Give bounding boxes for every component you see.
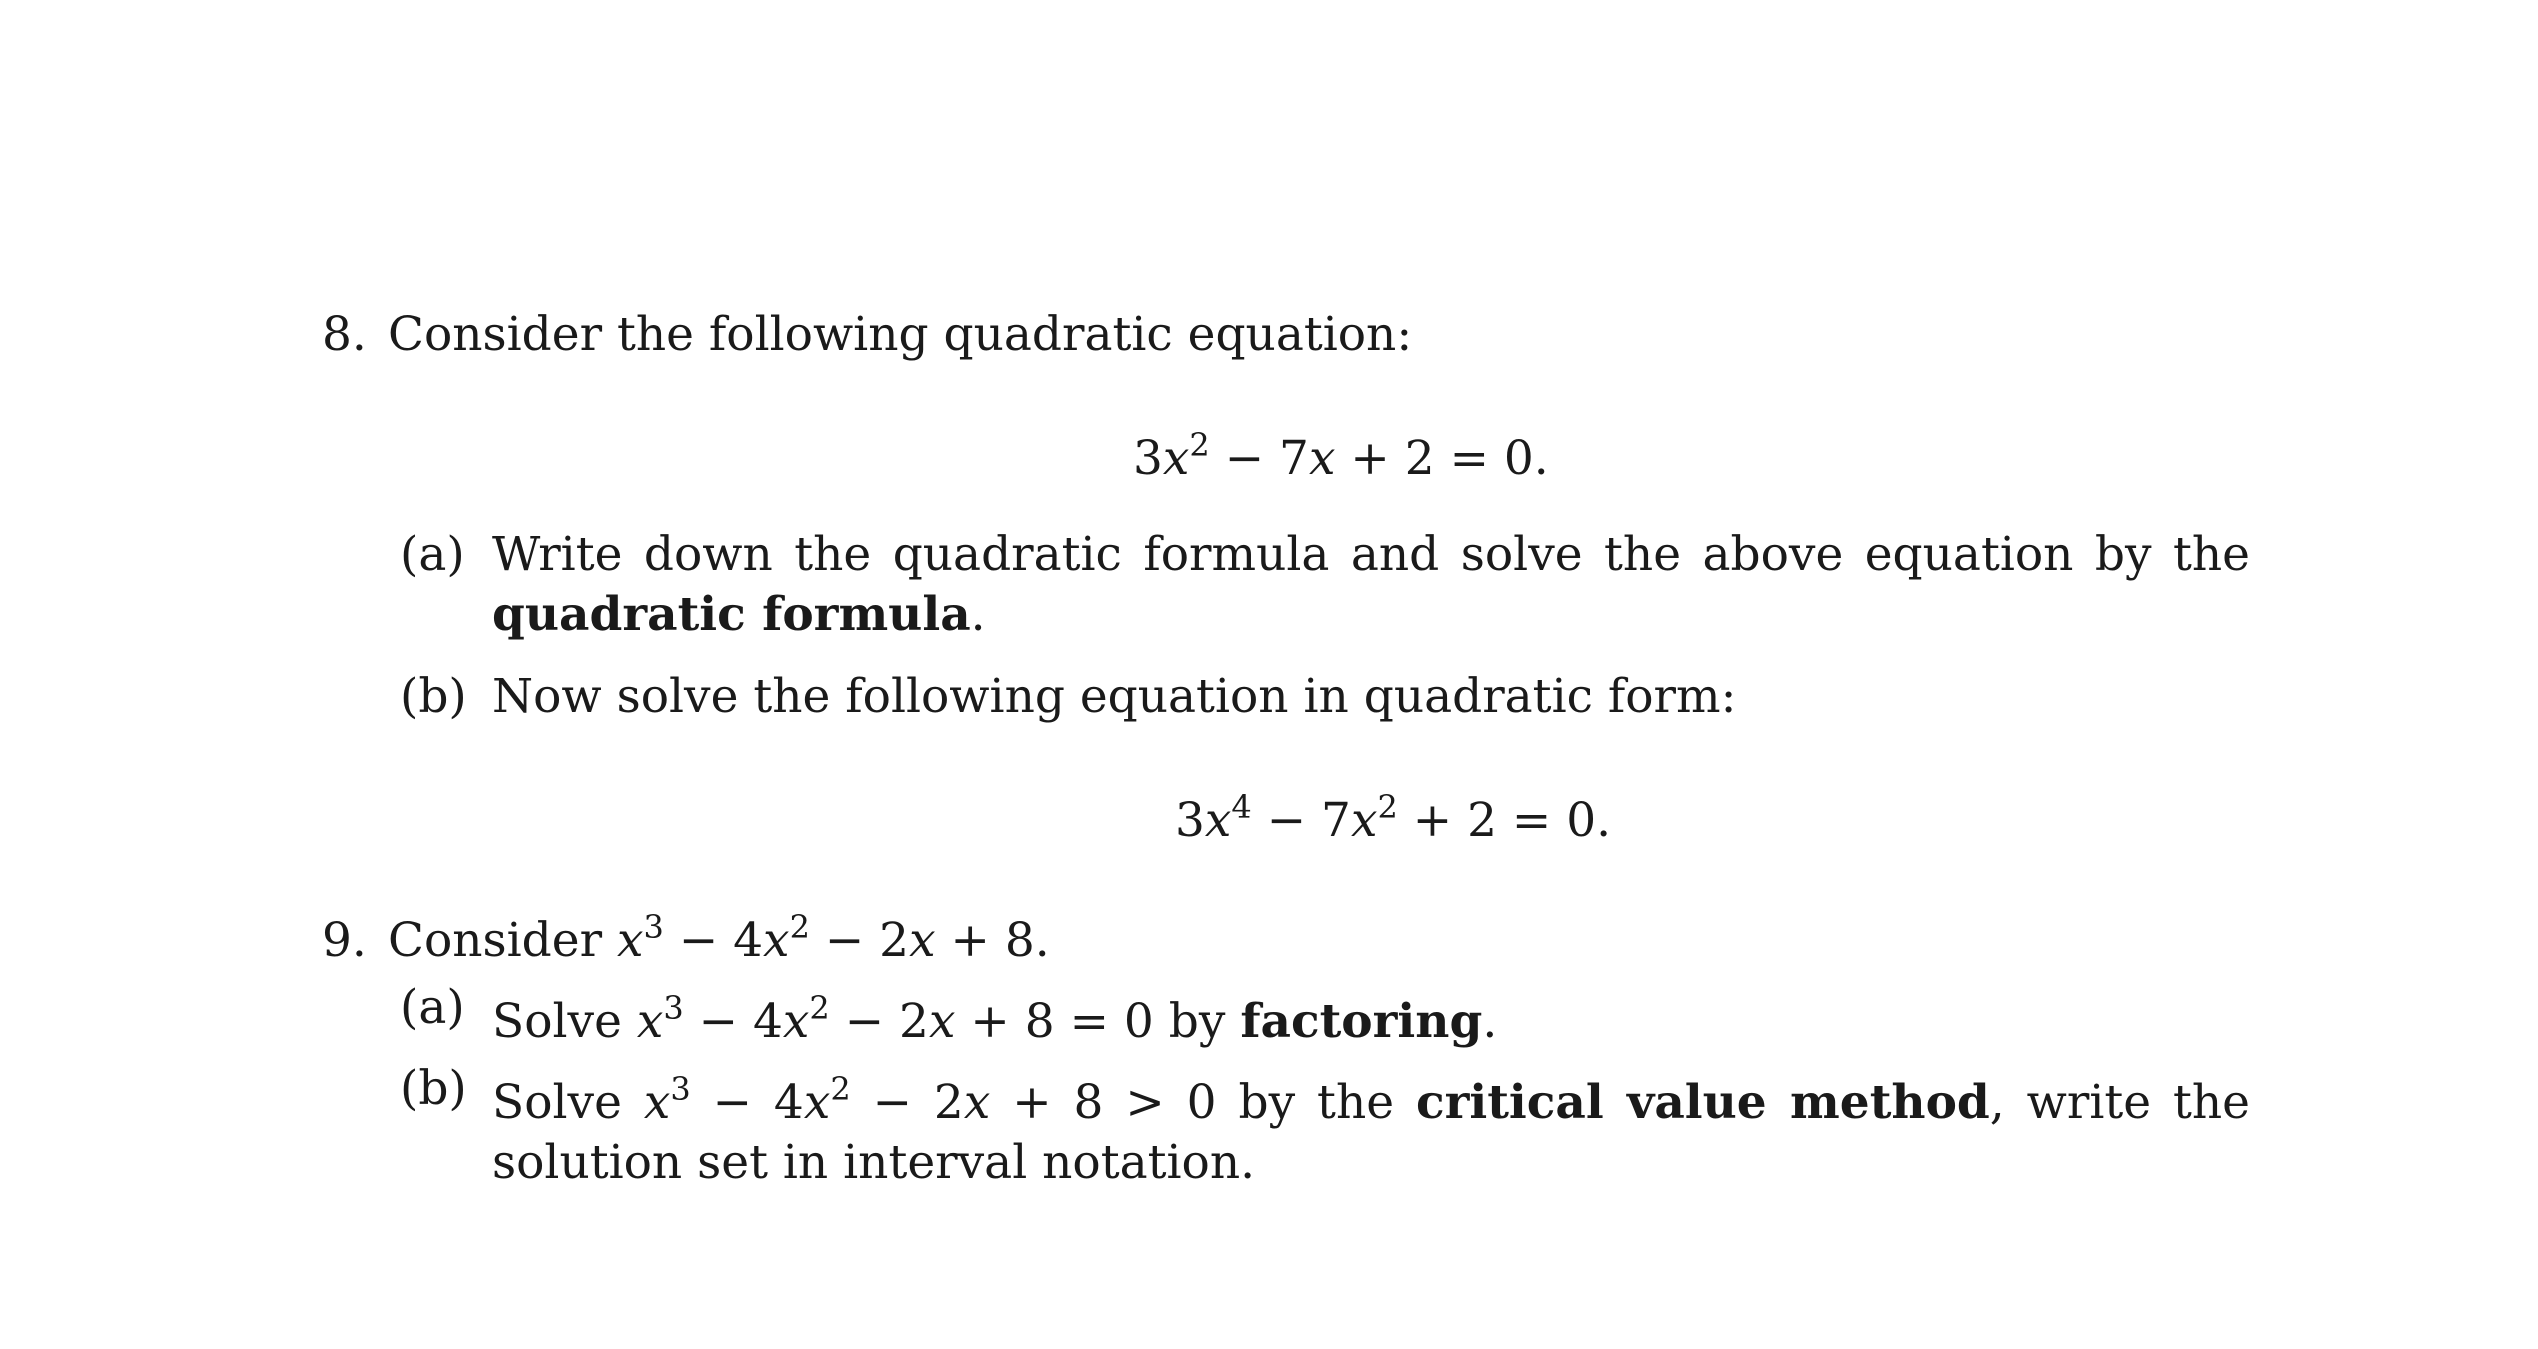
part-text: Solve $x^3 - 4x^2 - 2x + 8 > 0$ by the critical value method, write the solution set in interval notation. bbox=[492, 1070, 2250, 1190]
problem-8-intro: Consider the following quadratic equation: bbox=[388, 307, 1413, 362]
problem-8-number: 8. bbox=[322, 307, 367, 362]
problem-8-equation-2: $3x^4 - 7x^2 + 2 = 0$. bbox=[1175, 788, 1612, 848]
part-label: (b) bbox=[400, 1061, 467, 1116]
part-label: (a) bbox=[400, 527, 465, 582]
problem-9-part-a bbox=[400, 978, 2250, 1052]
problem-8-part-a bbox=[400, 525, 2250, 645]
part-label: (b) bbox=[400, 669, 467, 724]
problem-9-number: 9. bbox=[322, 913, 367, 968]
problem-9-part-b bbox=[400, 1059, 2250, 1193]
part-text: Write down the quadratic formula and solve the above equation by the quadratic formula. bbox=[492, 527, 2250, 642]
part-text: Now solve the following equation in quadratic form: bbox=[492, 669, 1737, 724]
problem-8-part-b bbox=[400, 667, 2250, 727]
part-label: (a) bbox=[400, 980, 465, 1035]
problem-8-heading bbox=[322, 305, 2252, 365]
problem-8-equation: $3x^2 - 7x + 2 = 0$. bbox=[1133, 426, 1549, 486]
part-text: Solve $x^3 - 4x^2 - 2x + 8 = 0$ by factoring. bbox=[492, 989, 1498, 1049]
problem-9-heading: 9. Consider $x^3 - 4x^2 - 2x + 8$. bbox=[322, 897, 2252, 971]
